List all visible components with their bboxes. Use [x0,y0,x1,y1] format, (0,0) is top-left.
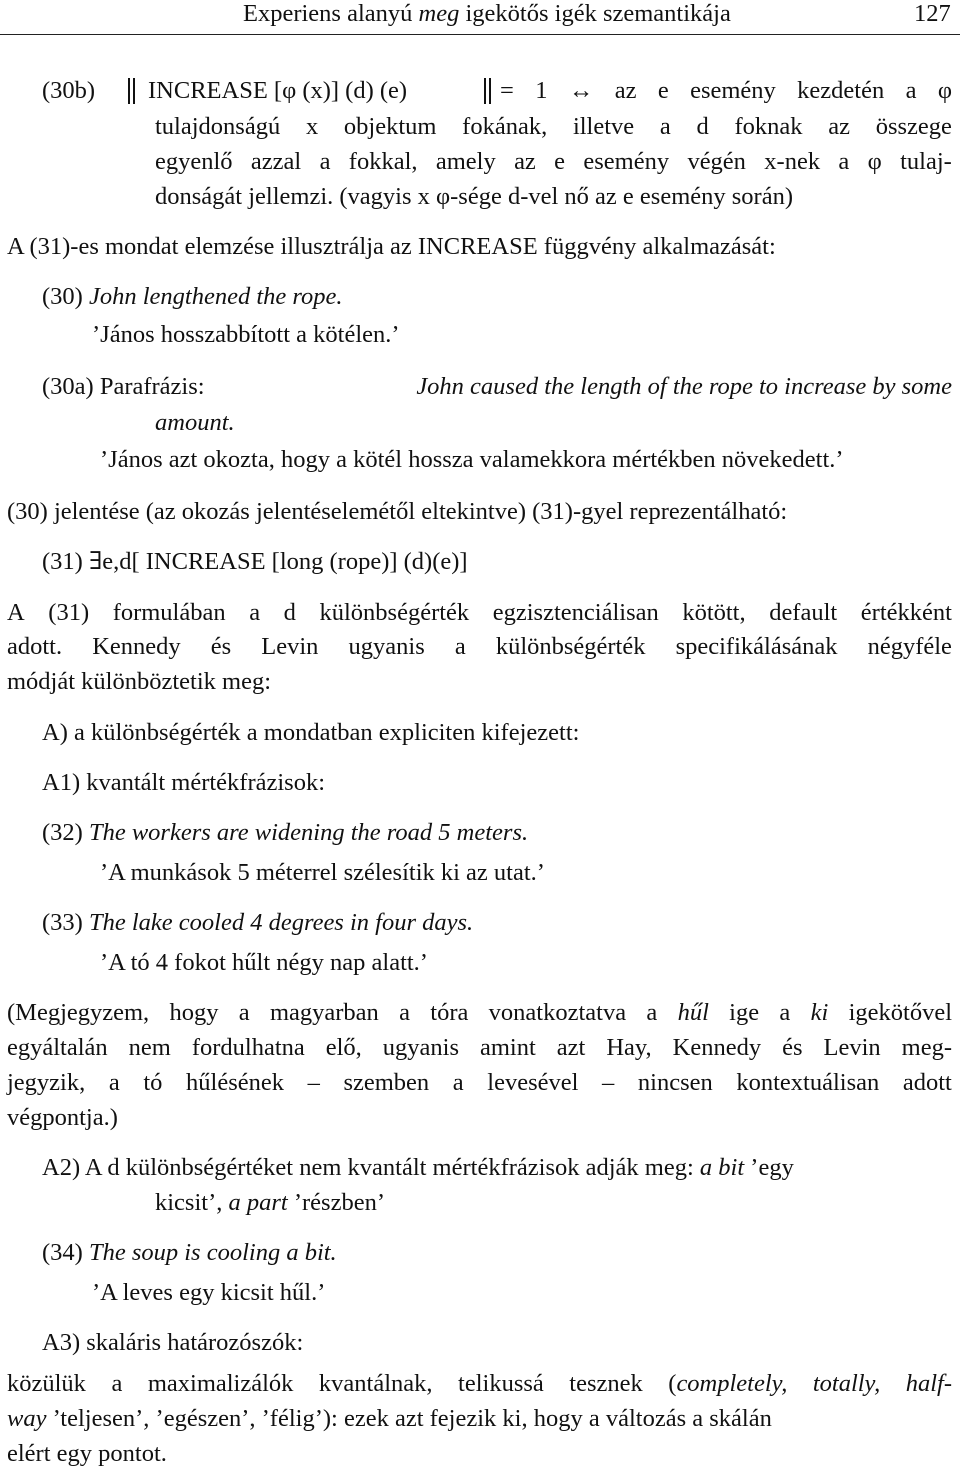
example-label-30b: (30b) [42,77,96,104]
paragraph-line: A (31) formulában a d különbségérték egzisztenciálisan kötött, default értékként [7,599,952,626]
example-32: (32) The workers are widening the road 5 meters. [42,819,529,846]
paragraph-line: (30) jelentése (az okozás jelentéselemétől eltekintve) (31)-gyel reprezentálható: [7,498,788,525]
note-line: (Megjegyzem, hogy a magyarban a tóra vonatkoztatva a hűl ige a ki igekötővel [7,999,953,1026]
text-line: donságát jellemzi. (vagyis x φ-sége d-vel nő az e esemény során) [155,183,793,210]
page-number: 127 [914,0,951,27]
paragraph-line: elért egy pontot. [7,1440,167,1467]
note-line: jegyzik, a tó hűlésének – szemben a levesével – nincsen kontextuálisan adott [7,1069,952,1096]
example-33: (33) The lake cooled 4 degrees in four days. [42,909,474,936]
paragraph-line: way ’teljesen’, ’egészen’, ’félig’): ezek azt fejezik ki, hogy a változás a skálán [7,1405,772,1432]
formula-30b-increase: INCREASE [φ (x)] (d) (e) [148,77,408,104]
formula-30b-rest: = 1 ↔ az e esemény kezdetén a φ [500,77,952,104]
paragraph-line: közülük a maximalizálók kvantálnak, telikussá tesznek (completely, totally, half- [7,1370,952,1397]
paragraph-line: módját különböztetik meg: [7,668,272,695]
example-30a-gloss: ’János azt okozta, hogy a kötél hossza valamekkora mértékben növekedett.’ [100,446,844,473]
note-line: egyáltalán nem fordulhatna elő, ugyanis amint azt Hay, Kennedy és Levin meg- [7,1034,952,1061]
list-item-a2: A2) A d különbségértéket nem kvantált mértékfrázisok adják meg: a bit ’egy [42,1154,794,1181]
note-line: végpontja.) [7,1104,118,1131]
example-34: (34) The soup is cooling a bit. [42,1239,337,1266]
example-30-gloss: ’János hosszabbított a kötélen.’ [92,321,400,348]
list-item-a: A) a különbségérték a mondatban expliciten kifejezett: [42,719,580,746]
text-line: egyenlő azzal a fokkal, amely az e esemény végén x-nek a φ tulaj- [155,148,952,175]
norm-bars-left [128,78,135,104]
example-30: (30) John lengthened the rope. [42,283,343,310]
example-30a: (30a) Parafrázis: John caused the length of the rope to increase by some [42,373,952,400]
paragraph-line: A (31)-es mondat elemzése illusztrálja az INCREASE függvény alkalmazását: [7,233,776,260]
running-header: Experiens alanyú meg igekötős igék szemantikája [243,0,731,27]
text-line: tulajdonságú x objektum fokának, illetve a d foknak az összege [155,113,952,140]
example-30a-cont: amount. [155,409,235,436]
list-item-a3: A3) skaláris határozószók: [42,1329,304,1356]
norm-bars-right [484,78,491,104]
header-rule [0,34,960,35]
example-34-gloss: ’A leves egy kicsit hűl.’ [92,1279,326,1306]
example-32-gloss: ’A munkások 5 méterrel szélesítik ki az utat.’ [100,859,545,886]
list-item-a1: A1) kvantált mértékfrázisok: [42,769,326,796]
paragraph-line: adott. Kennedy és Levin ugyanis a különbségérték specifikálásának négyféle [7,633,952,660]
formula-31: (31) ∃e,d[ INCREASE [long (rope)] (d)(e)] [42,548,468,575]
list-item-a2-cont: kicsit’, a part ’részben’ [155,1189,385,1216]
example-33-gloss: ’A tó 4 fokot hűlt négy nap alatt.’ [100,949,428,976]
